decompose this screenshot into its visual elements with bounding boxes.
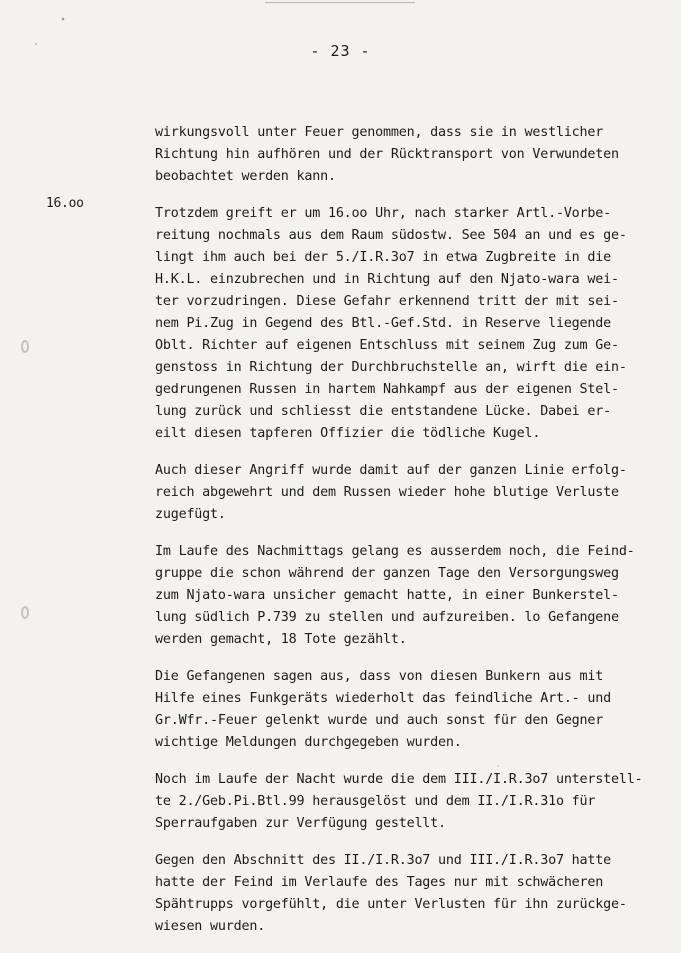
text-line: Sperraufgaben zur Verfügung gestellt. <box>155 816 446 831</box>
text-line: Im Laufe des Nachmittags gelang es ausserdem noch, die Feind- <box>155 544 635 559</box>
paragraph <box>155 666 675 754</box>
text-line: werden gemacht, 18 Tote gezählt. <box>155 632 407 647</box>
paragraph <box>155 460 675 526</box>
text-line: Gr.Wfr.-Feuer gelenkt wurde und auch sonst für den Gegner <box>155 713 604 728</box>
text-line: zum Njato-wara unsicher gemacht hatte, in einer Bunkerstel- <box>155 588 619 603</box>
text-line: beobachtet werden kann. <box>155 169 336 184</box>
page-number: - 23 - <box>310 42 371 60</box>
paragraph <box>155 203 675 445</box>
text-line: wichtige Meldungen durchgegeben wurden. <box>155 735 462 750</box>
paragraph <box>155 541 675 651</box>
text-line: wiesen wurden. <box>155 919 266 934</box>
text-line: gruppe die schon während der ganzen Tage den Versorgungsweg <box>155 566 619 581</box>
text-line: genstoss in Richtung der Durchbruchstelle an, wirft die ein- <box>155 360 627 375</box>
text-line: Oblt. Richter auf eigenen Entschluss mit seinem Zug zum Ge- <box>155 338 619 353</box>
text-line: Richtung hin aufhören und der Rücktransport von Verwundeten <box>155 147 619 162</box>
punch-hole <box>21 340 29 353</box>
margin-time-note: 16.oo <box>46 196 84 211</box>
text-line: Die Gefangenen sagen aus, dass von diesen Bunkern aus mit <box>155 669 604 684</box>
text-line: Gegen den Abschnitt des II./I.R.3o7 und III./I.R.3o7 hatte <box>155 853 611 868</box>
text-line: ter vorzudringen. Diese Gefahr erkennend tritt der mit sei- <box>155 294 619 309</box>
paragraph <box>155 122 675 188</box>
text-line: Spähtrupps vorgefühlt, die unter Verlusten für ihn zurückge- <box>155 897 627 912</box>
text-line: gedrungenen Russen in hartem Nahkampf aus der eigenen Stel- <box>155 382 619 397</box>
paragraph <box>155 850 675 938</box>
text-line: zugefügt. <box>155 507 226 522</box>
paragraph <box>155 769 675 835</box>
text-line: H.K.L. einzubrechen und in Richtung auf den Njato-wara wei- <box>155 272 619 287</box>
text-line: reitung nochmals aus dem Raum südostw. See 504 an und es ge- <box>155 228 627 243</box>
speck <box>62 18 65 21</box>
text-line: Noch im Laufe der Nacht wurde die dem III./I.R.3o7 unterstell- <box>155 772 643 787</box>
text-line: Hilfe eines Funkgeräts wiederholt das feindliche Art.- und <box>155 691 611 706</box>
text-line: wirkungsvoll unter Feuer genommen, dass sie in westlicher <box>155 125 604 140</box>
text-line: nem Pi.Zug in Gegend des Btl.-Gef.Std. in Reserve liegende <box>155 316 611 331</box>
text-line: lung südlich P.739 zu stellen und aufzureiben. lo Gefangene <box>155 610 619 625</box>
document-body <box>155 122 675 953</box>
text-line: Trotzdem greift er um 16.oo Uhr, nach starker Artl.-Vorbe- <box>155 206 611 221</box>
punch-hole <box>21 606 29 619</box>
text-line: lung zurück und schliesst die entstandene Lücke. Dabei er- <box>155 404 611 419</box>
text-line: reich abgewehrt und dem Russen wieder hohe blutige Verluste <box>155 485 619 500</box>
text-line: te 2./Geb.Pi.Btl.99 herausgelöst und dem II./I.R.31o für <box>155 794 596 809</box>
text-line: lingt ihm auch bei der 5./I.R.3o7 in etwa Zugbreite in die <box>155 250 611 265</box>
text-line: eilt diesen tapferen Offizier die tödliche Kugel. <box>155 426 541 441</box>
text-line: hatte der Feind im Verlaufe des Tages nur mit schwächeren <box>155 875 604 890</box>
text-line: Auch dieser Angriff wurde damit auf der ganzen Linie erfolg- <box>155 463 627 478</box>
